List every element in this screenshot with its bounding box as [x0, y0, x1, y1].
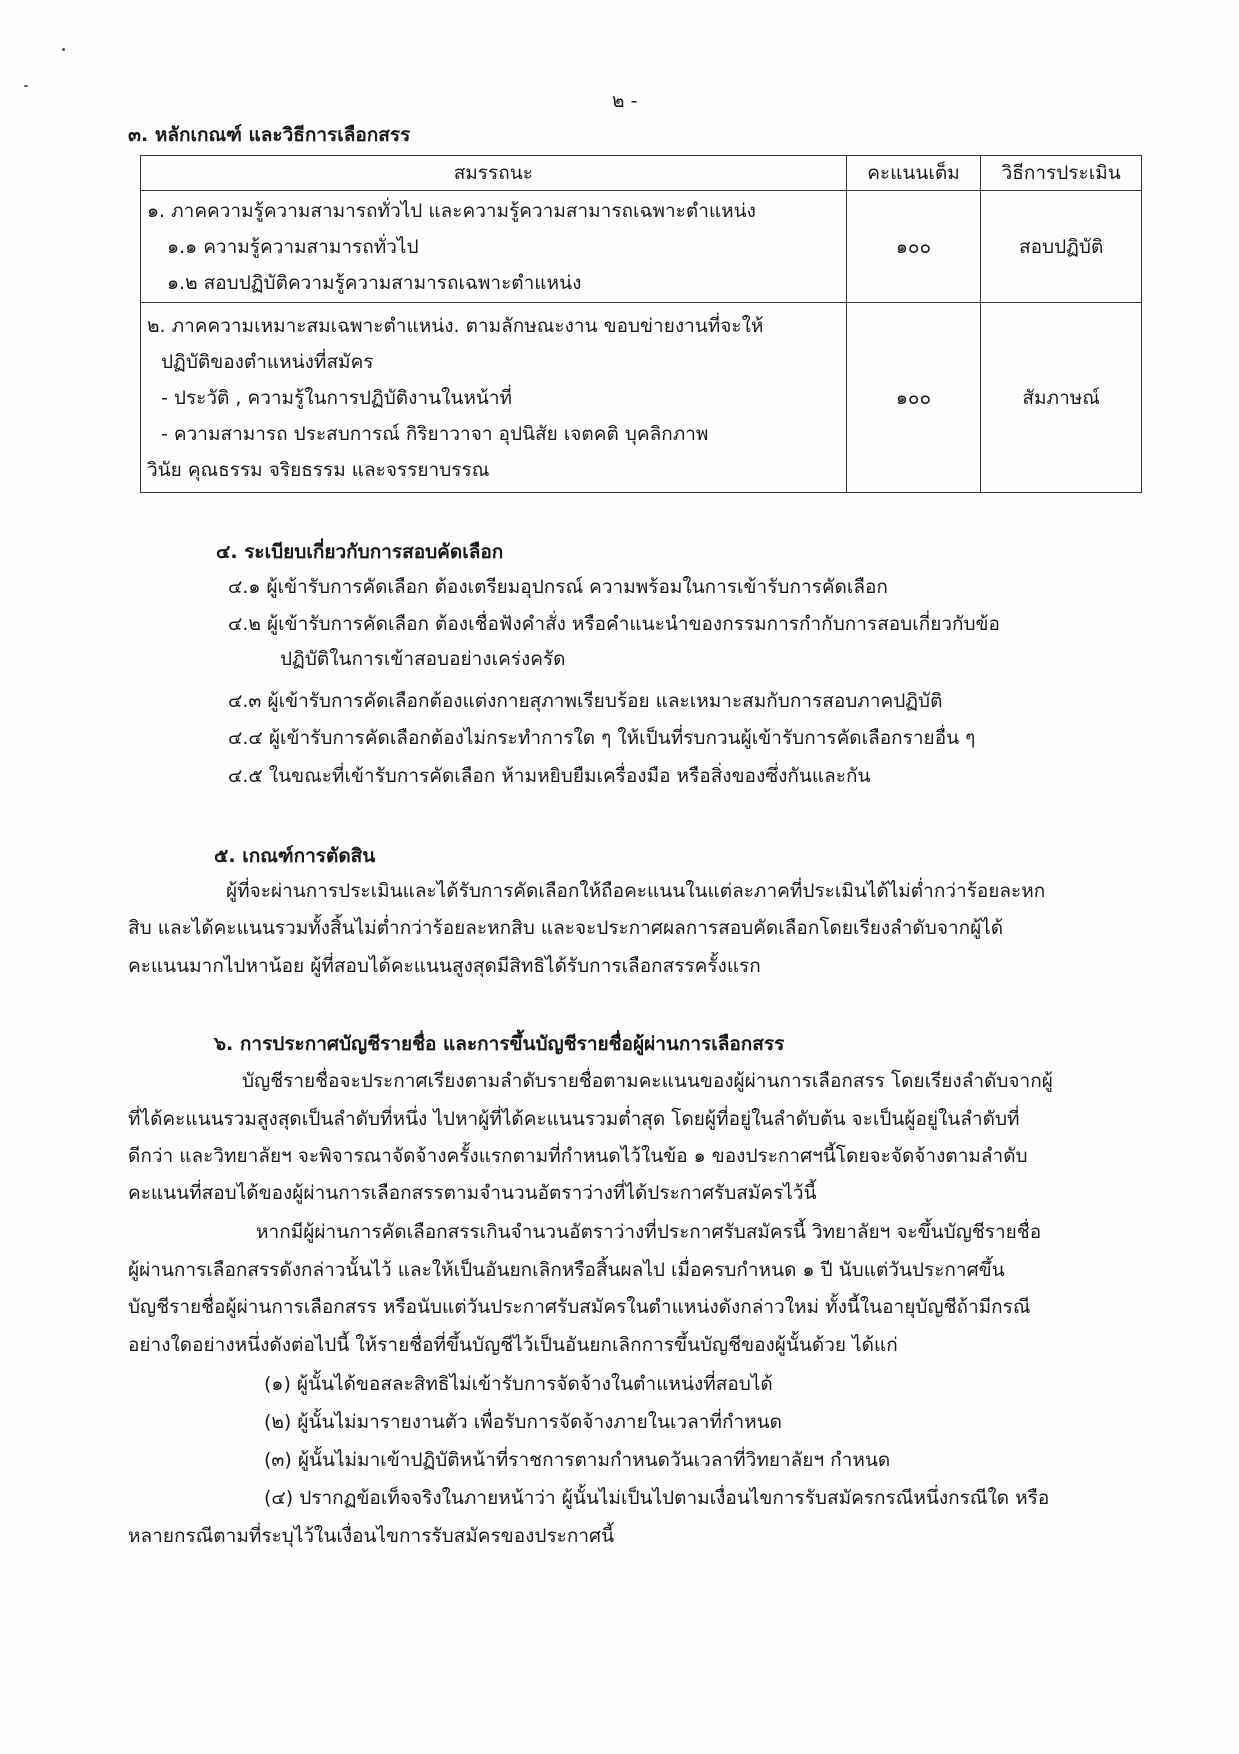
competency-cell [141, 303, 847, 493]
table-row [141, 303, 1142, 493]
row2-line: วินัย คุณธรรม จริยธรรม และจรรยาบรรณ [147, 458, 490, 481]
section5-title: ๕. เกณฑ์การตัดสิน [214, 845, 376, 867]
header-full-score: คะแนนเต็ม [846, 156, 981, 191]
method-cell: สอบปฏิบัติ [981, 191, 1142, 303]
header-competency: สมรรถนะ [141, 156, 847, 191]
competency-cell [141, 191, 847, 303]
rule-item-continued: ปฏิบัติในการเข้าสอบอย่างเคร่งครัด [280, 648, 566, 670]
paragraph-line: บัญชีรายชื่อผู้ผ่านการเลือกสรร หรือนับแต่วันประกาศรับสมัครในตำแหน่งดังกล่าวใหม่ ทั้งนี้ในอายุบัญชีถ้ามีกรณี [128, 1296, 1031, 1318]
scan-speck [24, 85, 28, 87]
paragraph-line: ผู้ผ่านการเลือกสรรดังกล่าวนั้นไว้ และให้เป็นอันยกเลิกหรือสิ้นผลไป เมื่อครบกำหนด ๑ ปี นับแต่วันประกาศขึ้น [128, 1259, 1005, 1281]
paragraph-line: คะแนนมากไปหาน้อย ผู้ที่สอบได้คะแนนสูงสุดมีสิทธิได้รับการเลือกสรรครั้งแรก [128, 955, 761, 977]
paragraph-line: ผู้ที่จะผ่านการประเมินและได้รับการคัดเลือกให้ถือคะแนนในแต่ละภาคที่ประเมินได้ไม่ต่ำกว่าร้อยละหก [226, 880, 1046, 902]
section4-title: ๔. ระเบียบเกี่ยวกับการสอบคัดเลือก [216, 541, 504, 563]
condition-item: (๑) ผู้นั้นได้ขอสละสิทธิไม่เข้ารับการจัดจ้างในตำแหน่งที่สอบได้ [264, 1373, 773, 1395]
row2-line: ปฏิบัติของตำแหน่งที่สมัคร [161, 350, 374, 373]
section3-title: ๓. หลักเกณฑ์ และวิธีการเลือกสรร [128, 124, 411, 146]
row1-line: ๑.๑ ความรู้ความสามารถทั่วไป [167, 235, 419, 258]
rule-item: ๔.๒ ผู้เข้ารับการคัดเลือก ต้องเชื่อฟังคำสั่ง หรือคำแนะนำของกรรมการกำกับการสอบเกี่ยวกับข้อ [228, 613, 1000, 635]
row2-line: - ความสามารถ ประสบการณ์ กิริยาวาจา อุปนิสัย เจตคติ บุคลิกภาพ [161, 422, 709, 445]
score-cell: ๑๐๐ [846, 191, 981, 303]
rule-item: ๔.๑ ผู้เข้ารับการคัดเลือก ต้องเตรียมอุปกรณ์ ความพร้อมในการเข้ารับการคัดเลือก [228, 576, 888, 598]
page-number: ๒ - [612, 90, 638, 112]
rule-item: ๔.๕ ในขณะที่เข้ารับการคัดเลือก ห้ามหยิบยืมเครื่องมือ หรือสิ่งของซึ่งกันและกัน [228, 765, 871, 787]
condition-item-continued: หลายกรณีตามที่ระบุไว้ในเงื่อนไขการรับสมัครของประกาศนี้ [128, 1525, 615, 1547]
rule-item: ๔.๓ ผู้เข้ารับการคัดเลือกต้องแต่งกายสุภาพเรียบร้อย และเหมาะสมกับการสอบภาคปฏิบัติ [228, 690, 943, 712]
table-header-row [141, 156, 1142, 191]
section6-title: ๖. การประกาศบัญชีรายชื่อ และการขึ้นบัญชีรายชื่อผู้ผ่านการเลือกสรร [214, 1033, 785, 1055]
row1-line: ๑. ภาคความรู้ความสามารถทั่วไป และความรู้ความสามารถเฉพาะตำแหน่ง [147, 199, 756, 222]
criteria-table [140, 155, 1142, 493]
table-row [141, 191, 1142, 303]
row2-line: - ประวัติ , ความรู้ในการปฏิบัติงานในหน้าที่ [161, 386, 513, 409]
header-method: วิธีการประเมิน [981, 156, 1142, 191]
paragraph-line: อย่างใดอย่างหนึ่งดังต่อไปนี้ ให้รายชื่อที่ขึ้นบัญชีไว้เป็นอันยกเลิกการขึ้นบัญชีของผู้นั้นด้วย ได้แก่ [128, 1334, 898, 1356]
paragraph-line: ที่ได้คะแนนรวมสูงสุดเป็นลำดับที่หนึ่ง ไปหาผู้ที่ได้คะแนนรวมต่ำสุด โดยผู้ที่อยู่ในลำดับต้น จะเป็นผู้อยู่ในลำดับที่ [128, 1108, 1020, 1130]
paragraph-line: หากมีผู้ผ่านการคัดเลือกสรรเกินจำนวนอัตราว่างที่ประกาศรับสมัครนี้ วิทยาลัยฯ จะขึ้นบัญชีรายชื่อ [256, 1221, 1042, 1243]
score-cell: ๑๐๐ [846, 303, 981, 493]
scan-speck [62, 48, 65, 51]
condition-item: (๓) ผู้นั้นไม่มาเข้าปฏิบัติหน้าที่ราชการตามกำหนดวันเวลาที่วิทยาลัยฯ กำหนด [264, 1449, 891, 1471]
row2-line: ๒. ภาคความเหมาะสมเฉพาะตำแหน่ง. ตามลักษณะงาน ขอบข่ายงานที่จะให้ [147, 314, 764, 337]
paragraph-line: คะแนนที่สอบได้ของผู้ผ่านการเลือกสรรตามจำนวนอัตราว่างที่ได้ประกาศรับสมัครไว้นี้ [128, 1182, 817, 1204]
paragraph-line: ดีกว่า และวิทยาลัยฯ จะพิจารณาจัดจ้างครั้งแรกตามที่กำหนดไว้ในข้อ ๑ ของประกาศฯนี้โดยจะจัดจ้างตามลำดับ [128, 1145, 1028, 1167]
paragraph-line: บัญชีรายชื่อจะประกาศเรียงตามลำดับรายชื่อตามคะแนนของผู้ผ่านการเลือกสรร โดยเรียงลำดับจากผู้ [242, 1070, 1053, 1092]
paragraph-line: สิบ และได้คะแนนรวมทั้งสิ้นไม่ต่ำกว่าร้อยละหกสิบ และจะประกาศผลการสอบคัดเลือกโดยเรียงลำดับจากผู้ได้ [128, 917, 1004, 939]
condition-item: (๒) ผู้นั้นไม่มารายงานตัว เพื่อรับการจัดจ้างภายในเวลาที่กำหนด [264, 1411, 783, 1433]
row1-line: ๑.๒ สอบปฏิบัติความรู้ความสามารถเฉพาะตำแหน่ง [167, 271, 582, 294]
condition-item: (๔) ปรากฏข้อเท็จจริงในภายหน้าว่า ผู้นั้นไม่เป็นไปตามเงื่อนไขการรับสมัครกรณีหนึ่งกรณีใด หรือ [264, 1487, 1050, 1509]
method-cell: สัมภาษณ์ [981, 303, 1142, 493]
rule-item: ๔.๔ ผู้เข้ารับการคัดเลือกต้องไม่กระทำการใด ๆ ให้เป็นที่รบกวนผู้เข้ารับการคัดเลือกรายอื่น ๆ [228, 727, 976, 749]
